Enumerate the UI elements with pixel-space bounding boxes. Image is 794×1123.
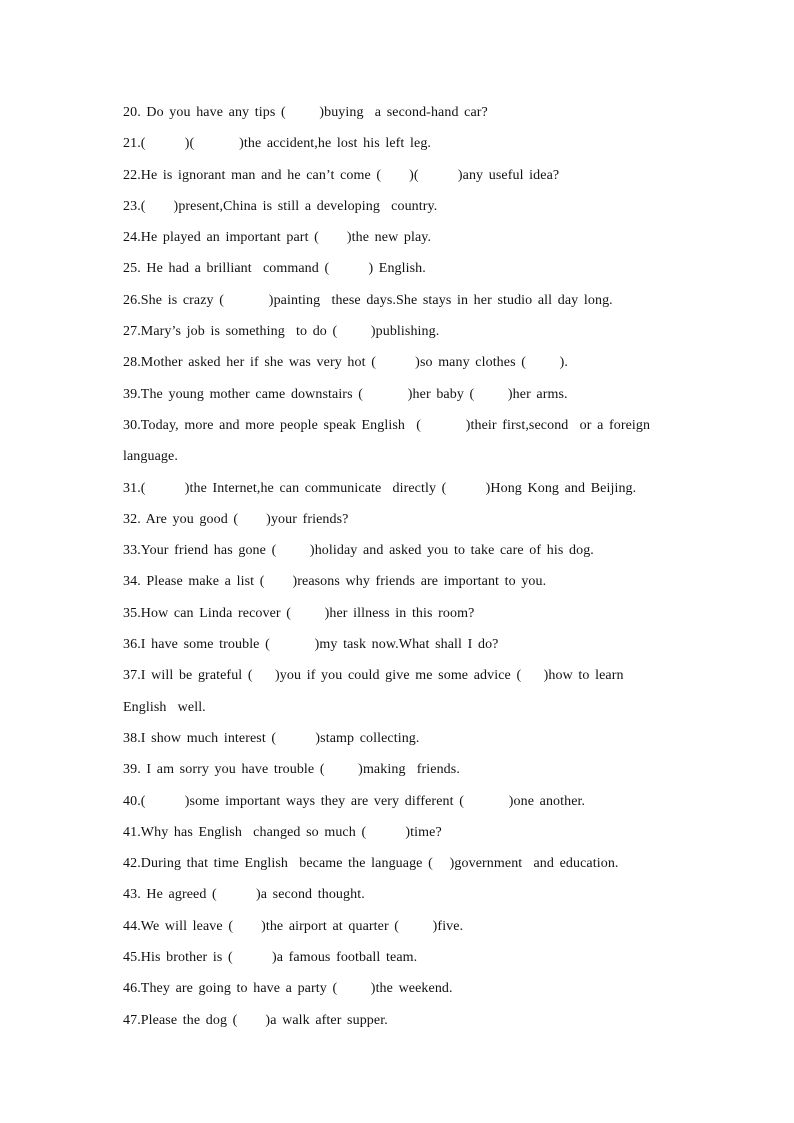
exercise-line: 39.The young mother came downstairs ( )her baby ( )her arms. — [123, 386, 568, 402]
exercise-line: 21.( )( )the accident,he lost his left leg. — [123, 136, 432, 152]
exercise-line: 25. He had a brilliant command ( ) English. — [123, 261, 426, 277]
exercise-line: 45.His brother is ( )a famous football team. — [123, 950, 418, 966]
exercise-line: 32. Are you good ( )your friends? — [123, 511, 349, 527]
exercise-line: 42.During that time English became the language ( )government and education. — [123, 856, 619, 872]
exercise-line: 31.( )the Internet,he can communicate directly ( )Hong Kong and Beijing. — [123, 480, 637, 496]
exercise-line: 23.( )present,China is still a developing country. — [123, 198, 438, 214]
exercise-line-continuation: language. — [123, 449, 178, 465]
exercise-line: 33.Your friend has gone ( )holiday and asked you to take care of his dog. — [123, 543, 594, 559]
exercise-line-continuation: English well. — [123, 699, 206, 715]
exercise-line: 24.He played an important part ( )the new play. — [123, 230, 432, 246]
exercise-line: 43. He agreed ( )a second thought. — [123, 887, 365, 903]
exercise-line: 27.Mary’s job is something to do ( )publishing. — [123, 324, 440, 340]
exercise-line: 28.Mother asked her if she was very hot ( )so many clothes ( ). — [123, 355, 568, 371]
exercise-line: 39. I am sorry you have trouble ( )making friends. — [123, 762, 460, 778]
exercise-line: 22.He is ignorant man and he can’t come ( )( )any useful idea? — [123, 167, 560, 183]
exercise-list — [123, 97, 668, 1036]
exercise-line: 41.Why has English changed so much ( )time? — [123, 824, 442, 840]
exercise-line: 36.I have some trouble ( )my task now.What shall I do? — [123, 637, 499, 653]
exercise-line: 34. Please make a list ( )reasons why friends are important to you. — [123, 574, 547, 590]
exercise-line: 30.Today, more and more people speak English ( )their first,second or a foreign — [123, 417, 651, 433]
exercise-line: 46.They are going to have a party ( )the weekend. — [123, 981, 453, 997]
exercise-line: 20. Do you have any tips ( )buying a second-hand car? — [123, 105, 488, 120]
exercise-line: 44.We will leave ( )the airport at quarter ( )five. — [123, 918, 464, 934]
exercise-line: 40.( )some important ways they are very different ( )one another. — [123, 793, 586, 809]
exercise-line: 37.I will be grateful ( )you if you could give me some advice ( )how to learn — [123, 668, 624, 684]
exercise-line: 38.I show much interest ( )stamp collecting. — [123, 730, 420, 746]
exercise-line: 26.She is crazy ( )painting these days.She stays in her studio all day long. — [123, 292, 613, 308]
exercise-line: 35.How can Linda recover ( )her illness in this room? — [123, 605, 475, 621]
exercise-line: 47.Please the dog ( )a walk after supper. — [123, 1012, 388, 1028]
